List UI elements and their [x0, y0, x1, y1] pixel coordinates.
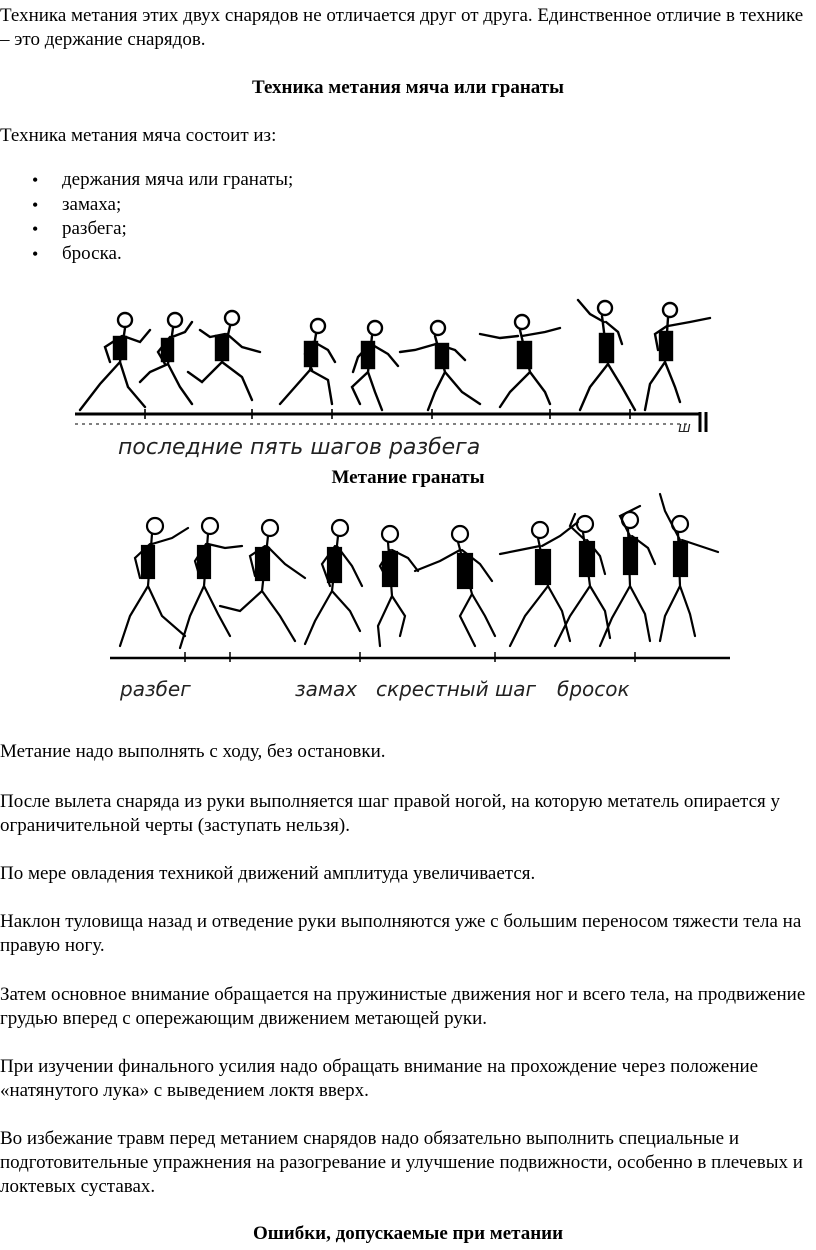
- grenade-throw-figure: [100, 486, 750, 706]
- paragraph-4: Наклон туловища назад и отведение руки выполняются уже с большим переносом тяжести тела на правую ногу.: [0, 911, 802, 956]
- paragraph-3: По мере овладения техникой движений амплитуда увеличивается.: [0, 863, 536, 884]
- list-item: • разбега;: [0, 217, 293, 242]
- label-throw: бросок: [557, 677, 630, 701]
- intro-paragraph: Техника метания этих двух снарядов не отличается друг от друга. Единственное отличие в технике – это держание снарядов.: [0, 5, 804, 50]
- athlete-silhouettes: [80, 300, 710, 410]
- athlete-silhouettes: [120, 494, 718, 648]
- paragraph-5: Затем основное внимание обращается на пружинистые движения ног и всего тела, на продвижение грудью вперед с опережающим движением метающей руки.: [0, 984, 806, 1029]
- figure-caption: последние пять шагов разбега: [118, 435, 481, 460]
- heading-ball-technique: Техника метания мяча или гранаты: [252, 77, 564, 98]
- heading-errors: Ошибки, допускаемые при метании: [252, 1223, 564, 1244]
- label-backswing: замах: [295, 677, 358, 701]
- label-cross-step: скрестный шаг: [376, 677, 537, 701]
- edge-mark: ш: [678, 420, 691, 436]
- list-item: • держания мяча или гранаты;: [0, 168, 293, 193]
- technique-list: [0, 168, 293, 266]
- list-item: • замаха;: [0, 193, 293, 218]
- paragraph-6: При изучении финального усилия надо обращать внимание на прохождение через положение «натянутого лука» с выведением локтя вверх.: [0, 1056, 759, 1101]
- figure2-title: Метание гранаты: [331, 467, 485, 488]
- paragraph-1: Метание надо выполнять с ходу, без остановки.: [0, 741, 386, 762]
- label-run-up: разбег: [120, 677, 191, 701]
- ball-throw-figure: [70, 292, 720, 462]
- list-item: • броска.: [0, 242, 293, 267]
- paragraph-7: Во избежание травм перед метанием снарядов надо обязательно выполнить специальные и подготовительные упражнения на разогревание и улучшение подвижности, особенно в плечевых и локтевых суставах.: [0, 1128, 803, 1197]
- paragraph-2: После вылета снаряда из руки выполняется шаг правой ногой, на которую метатель опирается у ограничительной черты (заступать нельзя).: [0, 791, 781, 836]
- list-intro: Техника метания мяча состоит из:: [0, 125, 277, 146]
